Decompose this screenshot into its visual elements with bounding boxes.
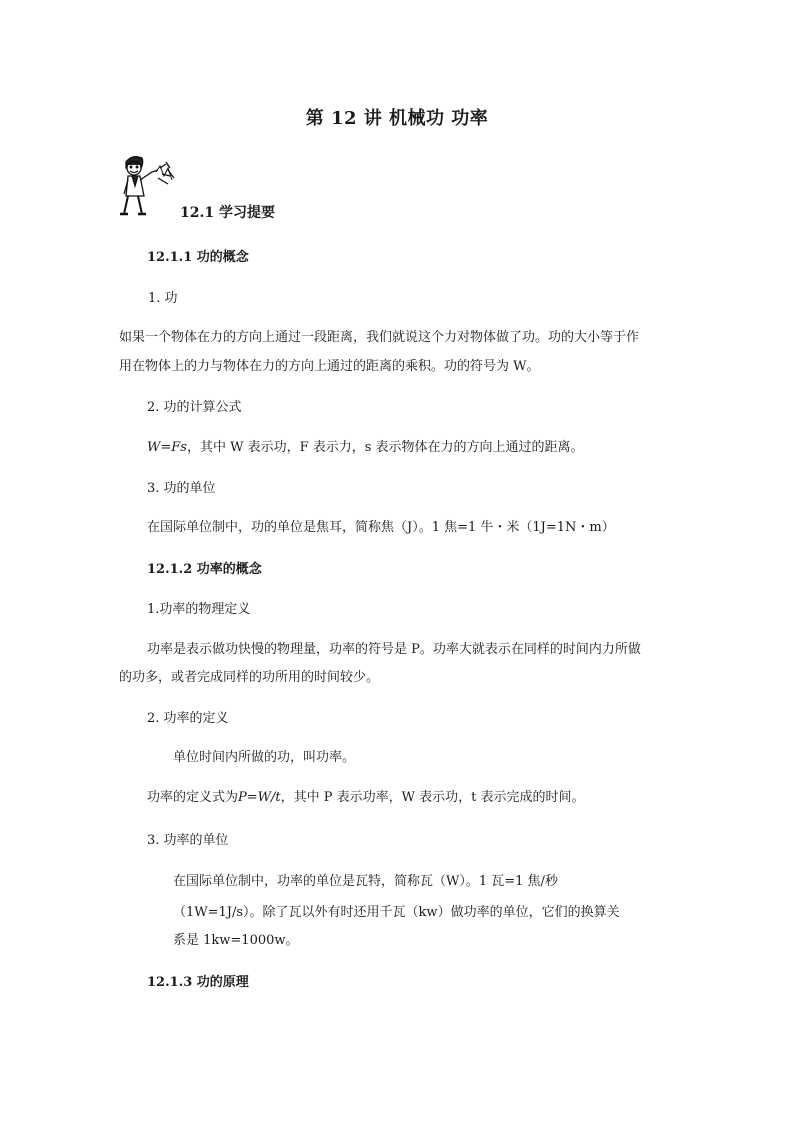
section-heading-12-1: 12.1 学习提要 [180,205,275,221]
paragraph-line: 系是 1kw=1000w。 [173,933,299,948]
page-title: 第 12 讲 机械功 功率 [305,108,489,129]
list-item-unit: 3. 功的单位 [147,481,216,496]
paragraph-line: 在国际单位制中，功的单位是焦耳，简称焦（J）。1 焦=1 牛・米（1J=1N・m） [147,520,615,535]
formula-expression: W=Fs [147,440,187,455]
subsection-heading-12-1-1: 12.1.1 功的概念 [147,250,249,265]
list-item-power-definition: 1.功率的物理定义 [147,602,251,617]
list-item-formula: 2. 功的计算公式 [147,400,242,415]
subsection-heading-12-1-2: 12.1.2 功率的概念 [147,562,262,577]
list-item-power-unit: 3. 功率的单位 [147,833,229,848]
lecturer-cartoon-icon [116,152,188,218]
paragraph-line: 的功多，或者完成同样的功所用的时间较少。 [119,670,380,685]
subsection-heading-12-1-3: 12.1.3 功的原理 [147,975,249,990]
formula-expression: P=W/t [238,790,281,805]
paragraph-line: 用在物体上的力与物体在力的方向上通过的距离的乘积。功的符号为 W。 [119,359,540,374]
list-item-work: 1. 功 [148,291,178,306]
paragraph-line: （1W=1J/s）。除了瓦以外有时还用千瓦（kw）做功率的单位，它们的换算关 [173,905,620,920]
paragraph-line: 功率是表示做功快慢的物理量，功率的符号是 P。功率大就表示在同样的时间内力所做 [147,642,641,657]
formula-line [147,786,585,805]
paragraph-line: 在国际单位制中，功率的单位是瓦特，简称瓦（W）。1 瓦=1 焦/秒 [173,874,558,889]
formula-prefix: 功率的定义式为 [147,790,239,805]
paragraph-line: 单位时间内所做的功，叫功率。 [173,750,356,765]
list-item-power: 2. 功率的定义 [147,711,229,726]
paragraph-line: 如果一个物体在力的方向上通过一段距离，我们就说这个力对物体做了功。功的大小等于作 [119,330,640,345]
formula-description: ，其中 W 表示功，F 表示力，s 表示物体在力的方向上通过的距离。 [186,440,584,455]
formula-line [147,436,584,455]
formula-description: ，其中 P 表示功率，W 表示功，t 表示完成的时间。 [280,790,585,805]
